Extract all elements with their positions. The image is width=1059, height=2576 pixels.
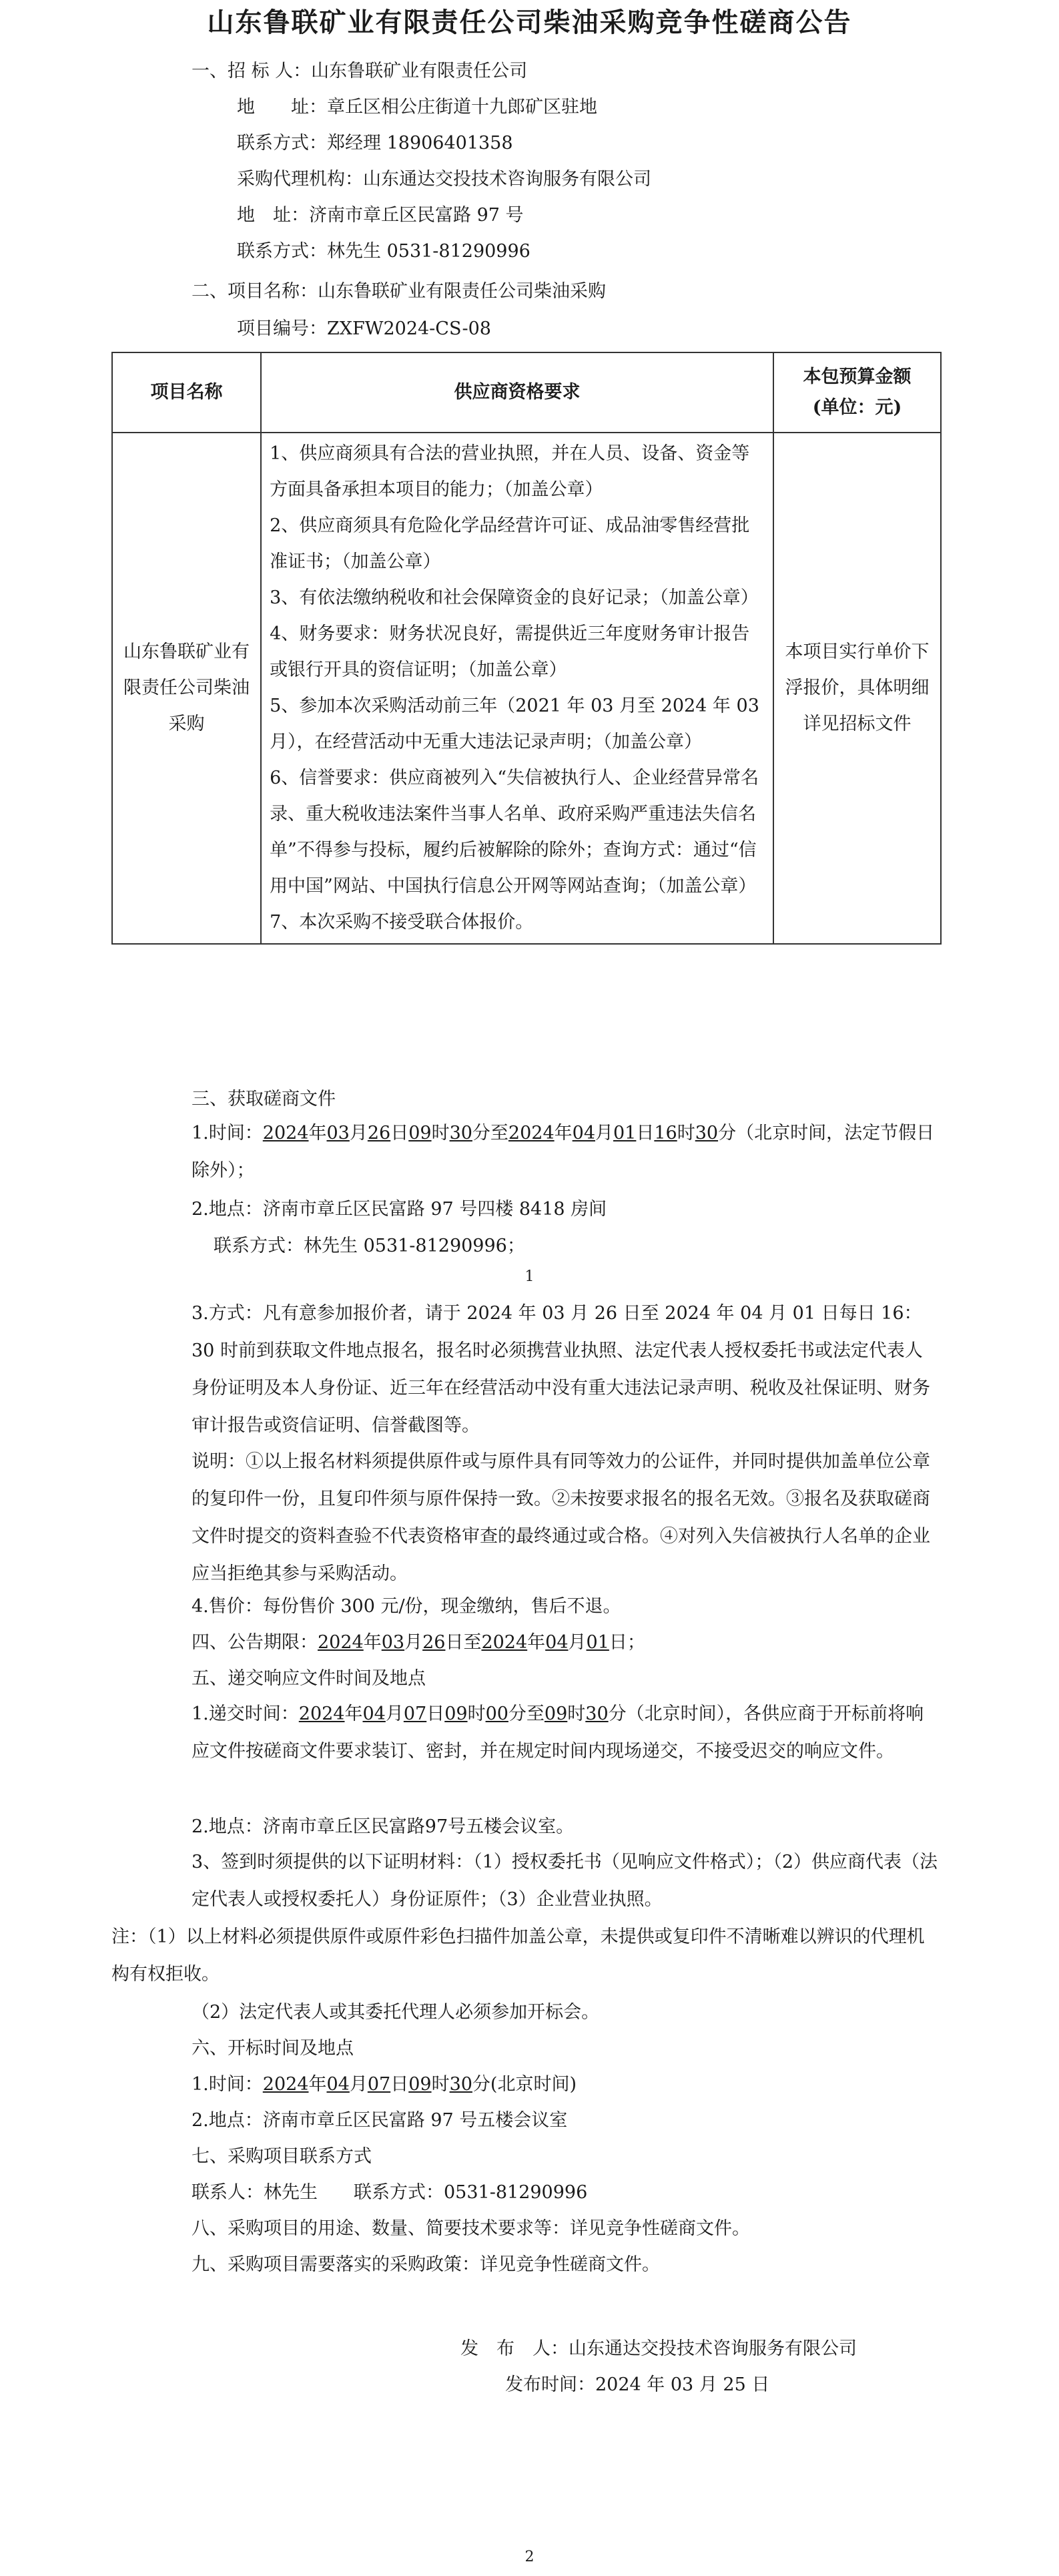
section5-heading: 五、递交响应文件时间及地点	[192, 1668, 426, 1689]
section3-heading: 三、获取磋商文件	[192, 1089, 336, 1109]
requirement-item: 4、财务要求：财务状况良好，需提供近三年度财务审计报告或银行开具的资信证明；（加盖公章）	[270, 623, 750, 680]
agency-address: 地 址：济南市章丘区民富路 97 号	[237, 205, 524, 226]
unit: 分	[608, 1704, 627, 1724]
unit: 年	[344, 1704, 363, 1724]
agency-contact: 联系方式：林先生 0531-81290996	[237, 241, 531, 262]
time-prefix: 1.时间：	[192, 2074, 263, 2095]
unit: 分	[508, 1704, 526, 1724]
unit: 月	[349, 2074, 368, 2095]
section8: 八、采购项目的用途、数量、简要技术要求等：详见竞争性磋商文件。	[192, 2218, 750, 2239]
date-year: 2024	[262, 2074, 309, 2095]
time-minute: 30	[695, 1123, 719, 1143]
unit: 年	[308, 2074, 327, 2095]
requirement-item: 5、参加本次采购活动前三年（2021 年 03 月至 2024 年 03 月），在经营活动中无重大违法记录声明；（加盖公章）	[270, 696, 759, 752]
header-requirements: 供应商资格要求	[261, 352, 773, 433]
date-year: 2024	[481, 1632, 528, 1653]
section7-heading: 七、采购项目联系方式	[192, 2146, 372, 2167]
project-number: 项目编号：ZXFW2024-CS-08	[237, 318, 491, 339]
time-minute: 30	[585, 1704, 609, 1724]
section5-place: 2.地点：济南市章丘区民富路97号五楼会议室。	[192, 1816, 575, 1837]
time-hour: 09	[544, 1704, 568, 1724]
page-number-2: 2	[524, 2549, 535, 2565]
unit: 日	[390, 1123, 409, 1143]
unit: 月	[568, 1632, 587, 1653]
publisher: 发 布 人：山东通达交投技术咨询服务有限公司	[460, 2338, 857, 2359]
publish-date: 发布时间：2024 年 03 月 25 日	[505, 2374, 770, 2395]
document-title: 山东鲁联矿业有限责任公司柴油采购竞争性磋商公告	[207, 7, 852, 38]
date-year: 2024	[508, 1123, 555, 1143]
requirement-item: 1、供应商须具有合法的营业执照，并在人员、设备、资金等方面具备承担本项目的能力；（加盖公章）	[270, 443, 750, 500]
requirement-item: 7、本次采购不接受联合体报价。	[270, 912, 534, 933]
section6-place: 2.地点：济南市章丘区民富路 97 号五楼会议室	[192, 2110, 568, 2131]
header-budget	[773, 352, 941, 433]
unit: 至	[490, 1123, 508, 1143]
unit: 月	[595, 1123, 613, 1143]
unit: 年	[363, 1632, 382, 1653]
unit: 时	[467, 1704, 486, 1724]
date-day: 26	[367, 1123, 391, 1143]
page-number-1: 1	[524, 1268, 535, 1285]
unit: 年	[554, 1123, 573, 1143]
date-day: 07	[367, 2074, 391, 2095]
unit: 分	[472, 2074, 490, 2095]
date-day: 26	[422, 1632, 446, 1653]
date-day: 01	[613, 1123, 637, 1143]
section3-contact: 联系方式：林先生 0531-81290996；	[214, 1236, 525, 1256]
time-prefix: 1.时间：	[192, 1123, 263, 1143]
date-month: 04	[362, 1704, 386, 1724]
header-budget-line2: (单位：元)	[812, 397, 902, 418]
section7-contact: 联系人：林先生 联系方式：0531-81290996	[192, 2182, 588, 2203]
unit: 时	[567, 1704, 586, 1724]
time-prefix: 1.递交时间：	[192, 1704, 299, 1724]
unit: 日	[390, 2074, 409, 2095]
time-hour: 09	[408, 2074, 432, 2095]
table-body-row	[112, 433, 941, 944]
unit: 年	[527, 1632, 546, 1653]
section9: 九、采购项目需要落实的采购政策：详见竞争性磋商文件。	[192, 2254, 660, 2275]
time-suffix: (北京时间)	[490, 2074, 577, 2095]
section3-price: 4.售价：每份售价 300 元/份，现金缴纳，售后不退。	[192, 1596, 621, 1617]
unit: 至	[463, 1632, 482, 1653]
unit: 日	[445, 1632, 464, 1653]
date-month: 03	[326, 1123, 350, 1143]
date-month: 04	[572, 1123, 595, 1143]
time-minute: 30	[449, 2074, 472, 2095]
section3-place: 2.地点：济南市章丘区民富路 97 号四楼 8418 房间	[192, 1199, 607, 1220]
requirement-item: 6、信誉要求：供应商被列入“失信被执行人、企业经营异常名录、重大税收违法案件当事人名单、政府采购严重违法失信名单”不得参与投标，履约后被解除的除外；查询方式：通过“信用中国”网站、中国执行信息公开网等网站查询；（加盖公章）	[270, 768, 759, 896]
unit: 年	[308, 1123, 327, 1143]
buyer-contact: 联系方式：郑经理 18906401358	[237, 133, 513, 154]
table-header-row	[112, 352, 941, 433]
section6-heading: 六、开标时间及地点	[192, 2038, 354, 2059]
unit: 分	[718, 1123, 737, 1143]
time-hour: 09	[444, 1704, 468, 1724]
time-minute: 00	[485, 1704, 508, 1724]
punct: ；	[627, 1632, 645, 1653]
qualification-table	[111, 352, 942, 945]
date-year: 2024	[318, 1632, 364, 1653]
section5-note2: （2）法定代表人或其委托代理人必须参加开标会。	[192, 2002, 600, 2023]
section6-time	[192, 2072, 577, 2097]
date-year: 2024	[298, 1704, 345, 1724]
section5-note1: 注：（1）以上材料必须提供原件或原件彩色扫描件加盖公章，未提供或复印件不清晰难以辨识的代理机构有权拒收。	[111, 1926, 925, 1985]
section3-method: 3.方式：凡有意参加报价者，请于 2024 年 03 月 26 日至 2024 年 04 月 01 日每日 16：30 时前到获取文件地点报名，报名时必须携营业执照、法定代表人授权委托书或法定代表人身份证明及本人身份证、近三年在经营活动中没有重大违法记录声明、税收及社保证明、财务审计报告或资信证明、信誉截图等。	[192, 1303, 930, 1436]
agency-name: 采购代理机构：山东通达交投技术咨询服务有限公司	[237, 169, 651, 190]
unit: 日	[426, 1704, 445, 1724]
section3-time	[192, 1115, 939, 1190]
unit: 月	[404, 1632, 423, 1653]
time-suffix: （北京时间），各供应商于开标前将响应文件按磋商文件要求装订、密封，并在规定时间内现场递交，不接受迟交的响应文件。	[192, 1704, 924, 1762]
unit: 至	[526, 1704, 545, 1724]
section5-docs: 3、签到时须提供的以下证明材料：（1）授权委托书（见响应文件格式）；（2）供应商代表（法定代表人或授权委托人）身份证原件；（3）企业营业执照。	[192, 1852, 938, 1910]
unit: 时	[431, 1123, 450, 1143]
section3-note: 说明：①以上报名材料须提供原件或与原件具有同等效力的公证件，并同时提供加盖单位公章的复印件一份，且复印件须与原件保持一致。②未按要求报名的报名无效。③报名及获取磋商文件时提交的资料查验不代表资格审查的最终通过或合格。④对列入失信被执行人名单的企业应当拒绝其参与采购活动。	[192, 1451, 930, 1584]
time-hour: 16	[654, 1123, 677, 1143]
unit: 日	[609, 1632, 627, 1653]
unit: 日	[636, 1123, 655, 1143]
unit: 时	[431, 2074, 450, 2095]
period-prefix: 四、公告期限：	[192, 1632, 318, 1653]
unit: 月	[385, 1704, 404, 1724]
date-month: 04	[326, 2074, 350, 2095]
requirement-item: 2、供应商须具有危险化学品经营许可证、成品油零售经营批准证书；（加盖公章）	[270, 515, 750, 572]
date-month: 03	[381, 1632, 405, 1653]
cell-project: 山东鲁联矿业有限责任公司柴油采购	[112, 433, 261, 944]
date-month: 04	[545, 1632, 569, 1653]
section5-time	[192, 1696, 939, 1770]
project-name-line: 二、项目名称：山东鲁联矿业有限责任公司柴油采购	[192, 281, 606, 302]
cell-budget: 本项目实行单价下浮报价，具体明细详见招标文件	[773, 433, 941, 944]
time-minute: 30	[449, 1123, 472, 1143]
cell-requirements	[261, 433, 773, 944]
section4-period	[192, 1630, 645, 1655]
unit: 月	[349, 1123, 368, 1143]
unit: 时	[677, 1123, 695, 1143]
date-year: 2024	[262, 1123, 309, 1143]
time-suffix: （北京时间，法定节假日除外）；	[192, 1123, 935, 1181]
buyer-address: 地 址：章丘区相公庄街道十九郎矿区驻地	[237, 97, 597, 117]
requirement-item: 3、有依法缴纳税收和社会保障资金的良好记录；（加盖公章）	[270, 587, 759, 608]
unit: 分	[472, 1123, 490, 1143]
header-project-name: 项目名称	[112, 352, 261, 433]
header-budget-line1: 本包预算金额	[803, 366, 912, 387]
buyer-line: 一、招 标 人：山东鲁联矿业有限责任公司	[192, 61, 528, 81]
date-day: 07	[403, 1704, 427, 1724]
date-day: 01	[586, 1632, 609, 1653]
time-hour: 09	[408, 1123, 432, 1143]
